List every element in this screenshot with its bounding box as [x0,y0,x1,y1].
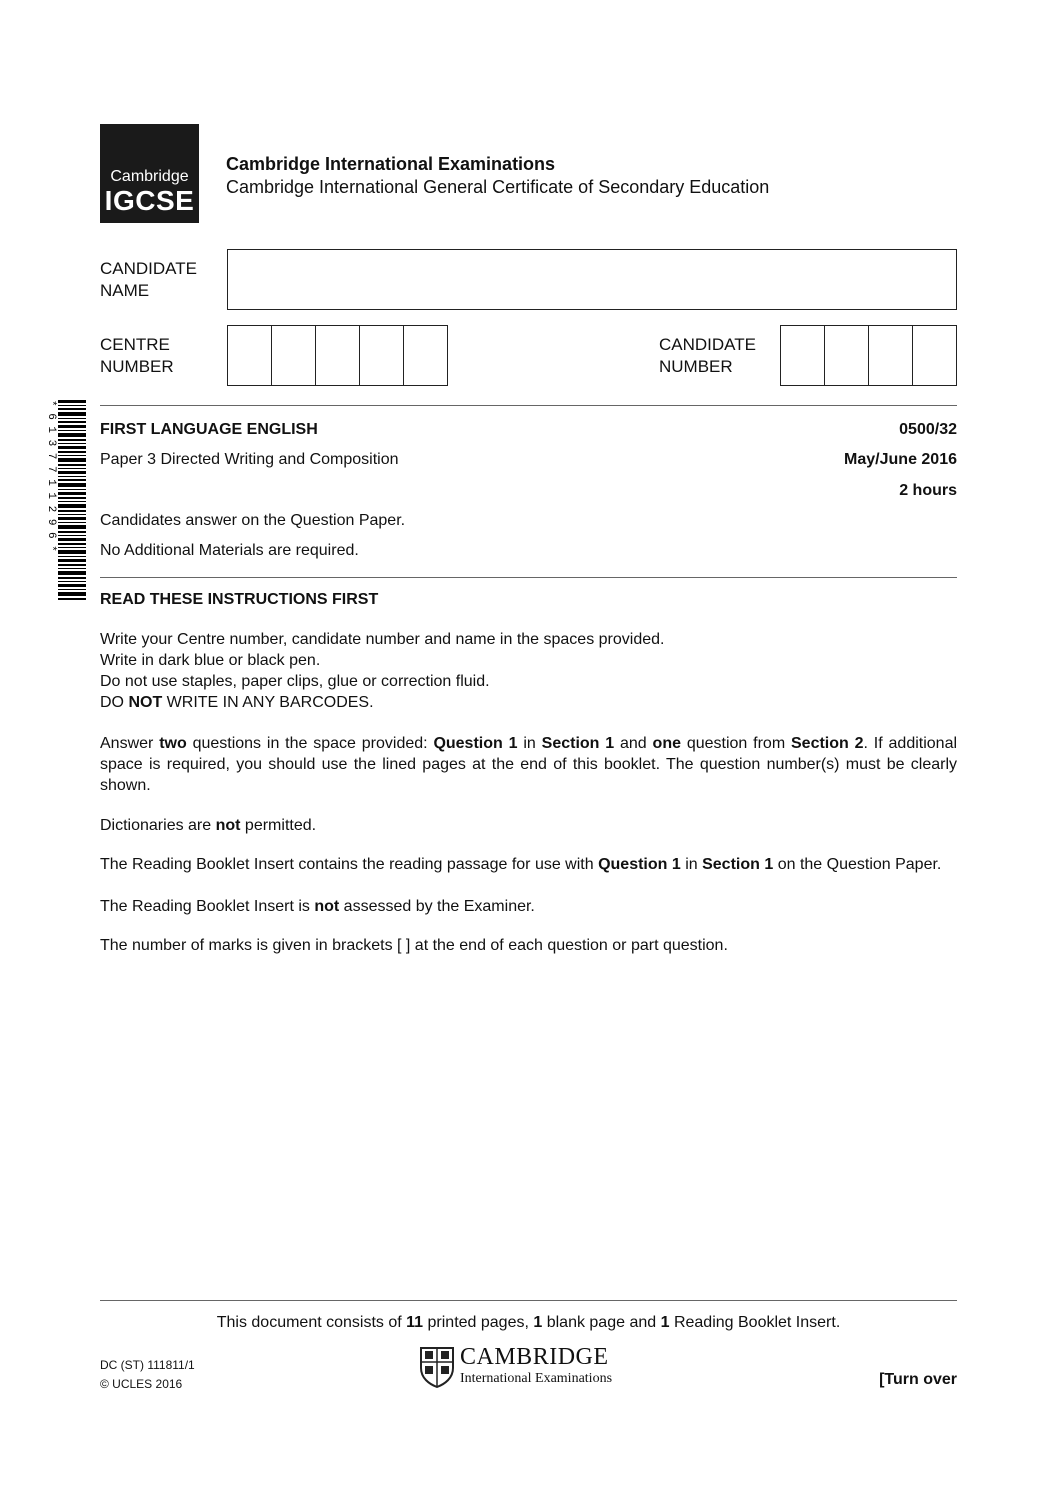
digit-box[interactable] [360,326,404,385]
exam-session: May/June 2016 [844,451,957,468]
subject-title: FIRST LANGUAGE ENGLISH [100,421,318,438]
digit-box[interactable] [404,326,447,385]
instructions-heading: READ THESE INSTRUCTIONS FIRST [100,591,379,608]
digit-box[interactable] [781,326,825,385]
document-reference: DC (ST) 111811/1 © UCLES 2016 [100,1356,195,1394]
answer-note: Candidates answer on the Question Paper. [100,512,406,529]
exam-board-title: Cambridge International Examinations [226,154,556,174]
digit-box[interactable] [913,326,956,385]
digit-box[interactable] [272,326,316,385]
candidate-name-field[interactable] [227,249,957,310]
exam-duration: 2 hours [899,482,957,499]
cambridge-wordmark-sub: International Examinations [460,1371,613,1386]
instructions-answer-paragraph: Answer two questions in the space provided: Question 1 in Section 1 and one question from Section 2. If additional space is required, you should use the lined pages at the end of this booklet. The question number(s) must be clearly shown. [100,735,958,794]
centre-number-field[interactable] [227,325,448,386]
reading-booklet-note: The Reading Booklet Insert contains the reading passage for use with Question 1 in Section 1 on the Question Paper. [100,856,942,873]
paper-title: Paper 3 Directed Writing and Composition [100,451,399,468]
qualification-title: Cambridge International General Certificate of Secondary Education [226,177,770,197]
igcse-logo [100,124,199,223]
barcode-text: * 6 1 3 7 7 1 1 2 9 6 * [45,400,57,552]
logo-line2: IGCSE [104,185,195,216]
materials-note: No Additional Materials are required. [100,542,359,559]
copyright: © UCLES 2016 [100,1377,183,1391]
candidate-name-label: CANDIDATE NAME [100,259,197,300]
logo-line1: Cambridge [110,168,189,185]
divider [100,405,957,406]
barcode-warning: DO NOT WRITE IN ANY BARCODES. [100,694,374,711]
candidate-number-field[interactable] [780,325,957,386]
paper-code: 0500/32 [899,421,957,438]
digit-box[interactable] [869,326,913,385]
footer-divider [100,1300,957,1301]
digit-box[interactable] [228,326,272,385]
centre-number-label: CENTRE NUMBER [100,335,174,376]
dictionaries-note: Dictionaries are not permitted. [100,817,317,834]
reading-booklet-assessment-note: The Reading Booklet Insert is not assessed by the Examiner. [100,898,535,915]
cambridge-crest-icon [419,1346,455,1388]
digit-box[interactable] [316,326,360,385]
cambridge-wordmark: CAMBRIDGE [460,1344,609,1370]
divider [100,577,957,578]
candidate-number-label: CANDIDATE NUMBER [659,335,756,376]
barcode [44,400,86,600]
page-count-note: This document consists of 11 printed pages, 1 blank page and 1 Reading Booklet Insert. [216,1314,841,1331]
marks-note: The number of marks is given in brackets [ ] at the end of each question or part question. [100,937,728,954]
instructions-block-1: Write your Centre number, candidate number and name in the spaces provided. Write in dark blue or black pen. Do not use staples, paper clips, glue or correction fluid. DO NOT WRITE IN ANY BARCODES. [100,629,957,713]
turn-over: [Turn over [879,1371,957,1388]
digit-box[interactable] [825,326,869,385]
